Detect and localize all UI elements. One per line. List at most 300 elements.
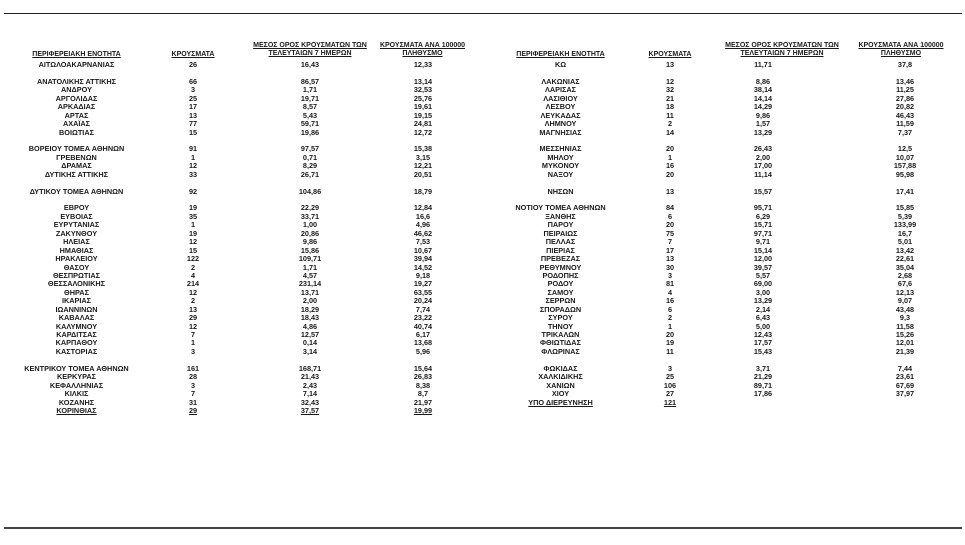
avg-cell: 11,71 (754, 60, 772, 69)
region-cell: ΣΕΡΡΩΝ (545, 296, 576, 306)
header-cases-right: ΚΡΟΥΣΜΑΤΑ (648, 51, 692, 58)
cases-cell: 6 (667, 211, 673, 221)
per100k-cell: 9,18 (415, 270, 431, 280)
avg-cell: 13,29 (753, 127, 773, 137)
region-cell: ΑΝΑΤΟΛΙΚΗΣ ΑΤΤΙΚΗΣ (36, 76, 117, 86)
per100k-cell: 22,61 (895, 254, 915, 264)
region-cell: ΦΘΙΩΤΙΔΑΣ (540, 338, 581, 348)
cases-cell: 31 (188, 397, 198, 407)
per100k-cell: 67,69 (895, 380, 915, 390)
avg-cell: 9,86 (302, 237, 318, 247)
cases-cell: 77 (188, 119, 198, 129)
table-row (0, 61, 480, 69)
per100k-cell: 24,81 (413, 119, 433, 129)
avg-cell: 5,00 (755, 321, 771, 331)
avg-cell: 97,57 (300, 144, 320, 154)
cases-cell: 106 (663, 380, 677, 390)
cases-cell: 19 (188, 228, 198, 238)
header-per100k-right: ΚΡΟΥΣΜΑΤΑ ΑΝΑ 100000 ΠΛΗΘΥΣΜΟ (858, 42, 944, 57)
cases-cell: 35 (188, 211, 198, 221)
bottom-rule (4, 527, 962, 529)
per100k-cell: 12,72 (413, 127, 433, 137)
region-cell: ΜΥΚΟΝΟΥ (541, 161, 580, 171)
region-cell: ΔΥΤΙΚΗΣ ΑΤΤΙΚΗΣ (44, 169, 109, 179)
cases-cell: 33 (188, 169, 198, 179)
cases-cell: 13 (665, 60, 675, 69)
region-cell: ΕΥΡΥΤΑΝΙΑΣ (53, 220, 100, 230)
per100k-cell: 21,97 (413, 397, 433, 407)
cases-cell: 214 (186, 279, 200, 289)
region-cell: ΤΡΙΚΑΛΩΝ (541, 330, 580, 339)
per100k-cell: 10,67 (413, 245, 433, 255)
header-cases-left: ΚΡΟΥΣΜΑΤΑ (171, 51, 215, 58)
per100k-cell: 25,76 (413, 93, 433, 103)
cases-cell: 7 (190, 330, 196, 339)
region-cell: ΘΗΡΑΣ (64, 287, 89, 297)
avg-cell: 26,71 (300, 169, 320, 179)
cases-cell: 20 (665, 144, 675, 154)
avg-cell: 3,14 (302, 346, 318, 356)
right-table (480, 61, 965, 407)
avg-cell: 15,71 (753, 220, 773, 230)
region-cell: ΗΡΑΚΛΕΙΟΥ (55, 254, 98, 264)
region-cell: ΛΑΚΩΝΙΑΣ (541, 76, 580, 86)
per100k-cell: 7,44 (897, 363, 913, 373)
cases-cell: 17 (188, 102, 198, 112)
per100k-cell: 20,82 (895, 102, 915, 112)
region-cell: ΤΗΝΟΥ (547, 321, 574, 331)
region-cell: ΑΙΤΩΛΟΑΚΑΡΝΑΝΙΑΣ (38, 60, 115, 69)
cases-cell: 2 (667, 313, 673, 323)
per100k-cell: 8,7 (417, 389, 429, 399)
per100k-cell: 14,52 (413, 262, 433, 272)
region-cell: ΕΒΡΟΥ (63, 203, 90, 213)
region-cell: ΡΟΔΟΠΗΣ (542, 270, 579, 280)
region-cell: ΜΑΓΝΗΣΙΑΣ (539, 127, 582, 137)
per100k-cell: 11,59 (896, 119, 914, 129)
avg-cell: 3,71 (755, 363, 771, 373)
per100k-cell: 23,22 (413, 313, 433, 323)
per100k-cell: 12,5 (897, 144, 913, 154)
region-cell: ΘΑΣΟΥ (63, 262, 90, 272)
per100k-cell: 12,21 (413, 161, 433, 171)
avg-cell: 14,14 (753, 93, 773, 103)
table-row (0, 348, 480, 356)
avg-cell: 4,86 (302, 321, 318, 331)
per100k-cell: 9,3 (899, 313, 911, 323)
table-row (0, 188, 480, 196)
avg-cell: 95,71 (753, 203, 773, 213)
table-row (0, 171, 480, 179)
avg-cell: 22,29 (300, 203, 320, 213)
region-cell: ΜΗΛΟΥ (547, 152, 574, 162)
region-cell: ΚΑΡΔΙΤΣΑΣ (56, 330, 97, 339)
cases-cell: 12 (188, 321, 198, 331)
avg-cell: 4,57 (302, 270, 318, 280)
cases-cell: 3 (667, 363, 673, 373)
avg-cell: 168,71 (298, 363, 322, 373)
region-cell: ΒΟΡΕΙΟΥ ΤΟΜΕΑ ΑΘΗΝΩΝ (28, 144, 125, 154)
table-row (480, 61, 965, 69)
avg-cell: 86,57 (300, 76, 320, 86)
cases-cell: 3 (667, 270, 673, 280)
per100k-cell: 8,38 (415, 380, 431, 390)
avg-cell: 20,86 (300, 228, 320, 238)
cases-cell: 6 (667, 304, 673, 314)
per100k-cell: 13,46 (895, 76, 915, 86)
cases-cell: 17 (665, 245, 675, 255)
table-row (480, 129, 965, 137)
cases-cell: 2 (667, 119, 673, 129)
table-row (0, 129, 480, 137)
region-cell: ΝΑΞΟΥ (547, 169, 574, 179)
per100k-cell: 32,53 (413, 85, 433, 95)
table-row (480, 188, 965, 196)
avg-cell: 9,86 (755, 110, 771, 120)
per100k-cell: 95,98 (895, 169, 915, 179)
cases-cell: 20 (665, 169, 675, 179)
cases-cell: 66 (188, 76, 198, 86)
per100k-cell: 46,43 (895, 110, 915, 120)
region-cell: ΧΑΛΚΙΔΙΚΗΣ (538, 372, 583, 382)
per100k-cell: 3,15 (415, 152, 431, 162)
region-cell: ΚΑΡΠΑΘΟΥ (55, 338, 98, 348)
region-cell: ΖΑΚΥΝΘΟΥ (55, 228, 98, 238)
per100k-cell: 20,24 (413, 296, 433, 306)
region-cell: ΡΕΘΥΜΝΟΥ (539, 262, 582, 272)
per100k-cell: 6,17 (415, 330, 431, 339)
per100k-cell: 157,88 (893, 161, 917, 171)
header-region-left: ΠΕΡΙΦΕΡΕΙΑΚΗ ΕΝΟΤΗΤΑ (32, 51, 121, 58)
avg-cell: 2,00 (302, 296, 318, 306)
region-cell: ΚΑΒΑΛΑΣ (58, 313, 95, 323)
avg-cell: 5,57 (755, 270, 771, 280)
region-cell: ΓΡΕΒΕΝΩΝ (56, 152, 97, 162)
avg-cell: 12,57 (300, 330, 320, 339)
region-cell: ΙΩΑΝΝΙΝΩΝ (55, 304, 98, 314)
region-cell: ΑΡΓΟΛΙΔΑΣ (55, 93, 98, 103)
cases-cell: 18 (665, 102, 675, 112)
region-cell: ΔΥΤΙΚΟΥ ΤΟΜΕΑ ΑΘΗΝΩΝ (29, 186, 124, 196)
region-cell: ΙΚΑΡΙΑΣ (61, 296, 92, 306)
cases-cell: 29 (188, 313, 198, 323)
per100k-cell: 35,04 (895, 262, 915, 272)
region-cell: ΚΕΦΑΛΛΗΝΙΑΣ (49, 380, 104, 390)
per100k-cell: 5,01 (897, 237, 913, 247)
region-cell: ΚΟΖΑΝΗΣ (58, 397, 95, 407)
cases-cell: 84 (665, 203, 675, 213)
cases-cell: 4 (190, 270, 196, 280)
cases-cell: 19 (665, 338, 675, 348)
avg-cell: 14,29 (753, 102, 773, 112)
cases-cell: 12 (665, 76, 675, 86)
avg-cell: 1,71 (302, 262, 318, 272)
per100k-cell: 19,61 (413, 102, 433, 112)
avg-cell: 8,29 (302, 161, 318, 171)
cases-cell: 75 (665, 228, 675, 238)
avg-cell: 15,86 (300, 245, 320, 255)
avg-cell: 1,57 (755, 119, 771, 129)
avg-cell: 21,29 (753, 372, 773, 382)
cases-cell: 12 (188, 237, 198, 247)
avg-cell: 59,71 (300, 119, 320, 129)
region-cell: ΧΙΟΥ (551, 389, 570, 399)
avg-cell: 104,86 (298, 186, 322, 196)
cases-cell: 121 (663, 397, 677, 407)
cases-cell: 91 (188, 144, 198, 154)
per100k-cell: 26,83 (413, 372, 433, 382)
cases-cell: 1 (190, 152, 196, 162)
region-cell: ΗΛΕΙΑΣ (63, 237, 90, 247)
cases-cell: 7 (667, 237, 673, 247)
avg-cell: 19,86 (300, 127, 320, 137)
avg-cell: 16,43 (300, 60, 320, 69)
cases-cell: 21 (665, 93, 675, 103)
per100k-cell: 37,8 (897, 60, 913, 69)
cases-cell: 28 (188, 372, 198, 382)
avg-cell: 13,29 (753, 296, 773, 306)
region-cell: ΚΙΛΚΙΣ (64, 389, 89, 399)
cases-cell: 20 (665, 220, 675, 230)
region-cell: ΑΝΔΡΟΥ (61, 85, 92, 95)
per100k-cell: 43,48 (895, 304, 915, 314)
per100k-cell: 19,99 (413, 405, 433, 415)
cases-cell: 16 (665, 161, 675, 171)
avg-cell: 15,43 (753, 346, 773, 356)
cases-cell: 32 (665, 85, 675, 95)
per100k-cell: 11,25 (896, 85, 914, 95)
avg-cell: 97,71 (753, 228, 773, 238)
region-cell: ΚΕΝΤΡΙΚΟΥ ΤΟΜΕΑ ΑΘΗΝΩΝ (24, 363, 129, 373)
region-cell: ΔΡΑΜΑΣ (61, 161, 92, 171)
region-cell: ΑΡΤΑΣ (64, 110, 89, 120)
region-cell: ΞΑΝΘΗΣ (545, 211, 576, 221)
cases-cell: 12 (188, 161, 198, 171)
cases-cell: 13 (188, 110, 198, 120)
cases-cell: 13 (188, 304, 198, 314)
header-avg-right: ΜΕΣΟΣ ΟΡΟΣ ΚΡΟΥΣΜΑΤΩΝ ΤΩΝ ΤΕΛΕΥΤΑΙΩΝ 7 ΗΜΕΡΩΝ (725, 42, 839, 57)
per100k-cell: 9,07 (897, 296, 913, 306)
table-row (0, 407, 480, 415)
avg-cell: 6,43 (755, 313, 771, 323)
per100k-cell: 21,39 (895, 346, 915, 356)
avg-cell: 18,29 (300, 304, 320, 314)
region-cell: ΒΟΙΩΤΙΑΣ (59, 127, 94, 137)
cases-cell: 15 (188, 127, 198, 137)
region-cell: ΡΟΔΟΥ (547, 279, 574, 289)
per100k-cell: 12,33 (413, 60, 433, 69)
region-cell: ΚΑΣΤΟΡΙΑΣ (55, 346, 98, 356)
avg-cell: 2,14 (755, 304, 771, 314)
region-cell: ΜΕΣΣΗΝΙΑΣ (539, 144, 582, 154)
header-per100k-left: ΚΡΟΥΣΜΑΤΑ ΑΝΑ 100000 ΠΛΗΘΥΣΜΟ (379, 42, 466, 57)
avg-cell: 9,71 (755, 237, 771, 247)
region-cell: ΦΩΚΙΔΑΣ (543, 363, 578, 373)
cases-cell: 29 (188, 405, 198, 415)
region-cell: ΝΟΤΙΟΥ ΤΟΜΕΑ ΑΘΗΝΩΝ (515, 203, 606, 213)
avg-cell: 1,00 (302, 220, 318, 230)
region-cell: ΝΗΣΩΝ (547, 186, 574, 196)
region-cell: ΘΕΣΣΑΛΟΝΙΚΗΣ (47, 279, 106, 289)
cases-cell: 26 (188, 60, 198, 69)
cases-cell: 11 (666, 110, 674, 120)
per100k-cell: 15,64 (413, 363, 433, 373)
cases-cell: 122 (186, 254, 200, 264)
region-cell: ΛΕΣΒΟΥ (545, 102, 576, 112)
cases-cell: 92 (188, 186, 198, 196)
region-cell: ΠΕΛΛΑΣ (545, 237, 576, 247)
avg-cell: 89,71 (753, 380, 773, 390)
cases-cell: 1 (190, 220, 196, 230)
per100k-cell: 7,74 (415, 304, 431, 314)
cases-cell: 1 (667, 321, 673, 331)
per100k-cell: 13,68 (413, 338, 433, 348)
cases-cell: 20 (665, 330, 675, 339)
region-cell: ΥΠΟ ΔΙΕΡΕΥΝΗΣΗ (528, 397, 593, 407)
avg-cell: 5,43 (302, 110, 318, 120)
per100k-cell: 2,68 (897, 270, 913, 280)
cases-cell: 12 (188, 287, 198, 297)
per100k-cell: 15,85 (895, 203, 915, 213)
cases-cell: 3 (190, 346, 196, 356)
avg-cell: 11,14 (754, 169, 772, 179)
per100k-cell: 16,7 (897, 228, 913, 238)
region-cell: ΑΧΑΪΑΣ (62, 119, 91, 129)
header-avg-left: ΜΕΣΟΣ ΟΡΟΣ ΚΡΟΥΣΜΑΤΩΝ ΤΩΝ ΤΕΛΕΥΤΑΙΩΝ 7 ΗΜΕΡΩΝ (253, 42, 367, 57)
avg-cell: 26,43 (753, 144, 773, 154)
avg-cell: 15,57 (753, 186, 773, 196)
region-cell: ΠΑΡΟΥ (547, 220, 574, 230)
cases-cell: 1 (667, 152, 673, 162)
per100k-cell: 19,27 (413, 279, 433, 289)
cases-cell: 81 (665, 279, 675, 289)
avg-cell: 69,00 (753, 279, 773, 289)
cases-cell: 4 (667, 287, 673, 297)
avg-cell: 32,43 (300, 397, 320, 407)
avg-cell: 2,00 (755, 152, 771, 162)
header-region-right: ΠΕΡΙΦΕΡΕΙΑΚΗ ΕΝΟΤΗΤΑ (516, 51, 605, 58)
region-cell: ΚΕΡΚΥΡΑΣ (56, 372, 97, 382)
avg-cell: 18,43 (300, 313, 320, 323)
per100k-cell: 133,99 (893, 220, 917, 230)
per100k-cell: 11,58 (896, 321, 914, 331)
cases-cell: 13 (665, 254, 675, 264)
cases-cell: 1 (190, 338, 196, 348)
region-cell: ΚΑΛΥΜΝΟΥ (55, 321, 98, 331)
cases-cell: 30 (665, 262, 675, 272)
per100k-cell: 12,84 (413, 203, 433, 213)
avg-cell: 17,86 (753, 389, 773, 399)
per100k-cell: 46,62 (413, 228, 433, 238)
region-cell: ΣΠΟΡΑΔΩΝ (539, 304, 582, 314)
cases-cell: 13 (665, 186, 675, 196)
per100k-cell: 17,41 (895, 186, 915, 196)
avg-cell: 231,14 (298, 279, 322, 289)
region-cell: ΛΗΜΝΟΥ (544, 119, 577, 129)
per100k-cell: 12,13 (895, 287, 915, 297)
cases-cell: 2 (190, 262, 196, 272)
region-cell: ΛΑΣΙΘΙΟΥ (543, 93, 578, 103)
per100k-cell: 15,38 (413, 144, 433, 154)
region-cell: ΦΛΩΡΙΝΑΣ (541, 346, 580, 356)
avg-cell: 17,57 (753, 338, 773, 348)
avg-cell: 2,43 (302, 380, 318, 390)
cases-cell: 161 (186, 363, 200, 373)
per100k-cell: 5,39 (897, 211, 913, 221)
per100k-cell: 63,55 (413, 287, 433, 297)
region-cell: ΕΥΒΟΙΑΣ (60, 211, 93, 221)
avg-cell: 12,00 (753, 254, 773, 264)
region-cell: ΚΩ (554, 60, 567, 69)
cases-cell: 7 (190, 389, 196, 399)
per100k-cell: 16,6 (415, 211, 431, 221)
cases-cell: 2 (190, 296, 196, 306)
cases-cell: 3 (190, 85, 196, 95)
avg-cell: 6,29 (755, 211, 771, 221)
region-cell: ΛΕΥΚΑΔΑΣ (540, 110, 581, 120)
avg-cell: 0,71 (302, 152, 318, 162)
per100k-cell: 37,97 (895, 389, 915, 399)
avg-cell: 1,71 (302, 85, 318, 95)
cases-cell: 27 (665, 389, 675, 399)
per100k-cell: 15,26 (895, 330, 915, 339)
cases-cell: 25 (665, 372, 675, 382)
region-cell: ΧΑΝΙΩΝ (546, 380, 575, 390)
table-row (480, 348, 965, 356)
avg-cell: 19,71 (300, 93, 320, 103)
per100k-cell: 40,74 (413, 321, 433, 331)
avg-cell: 109,71 (298, 254, 322, 264)
cases-cell: 25 (188, 93, 198, 103)
left-table (0, 61, 480, 415)
per100k-cell: 10,07 (895, 152, 915, 162)
per100k-cell: 20,51 (413, 169, 433, 179)
region-cell: ΠΕΙΡΑΙΩΣ (543, 228, 578, 238)
avg-cell: 37,57 (300, 405, 320, 415)
region-cell: ΣΑΜΟΥ (547, 287, 574, 297)
avg-cell: 15,14 (753, 245, 773, 255)
per100k-cell: 7,37 (897, 127, 913, 137)
region-cell: ΛΑΡΙΣΑΣ (544, 85, 577, 95)
per100k-cell: 19,15 (413, 110, 433, 120)
cases-cell: 3 (190, 380, 196, 390)
per100k-cell: 23,61 (895, 372, 915, 382)
cases-cell: 11 (666, 346, 674, 356)
table-row (480, 399, 965, 407)
per100k-cell: 12,01 (895, 338, 915, 348)
cases-cell: 14 (665, 127, 675, 137)
region-cell: ΗΜΑΘΙΑΣ (59, 245, 94, 255)
avg-cell: 13,71 (300, 287, 320, 297)
table-row (480, 171, 965, 179)
region-cell: ΠΙΕΡΙΑΣ (546, 245, 575, 255)
avg-cell: 8,57 (302, 102, 318, 112)
avg-cell: 12,43 (753, 330, 773, 339)
cases-cell: 19 (188, 203, 198, 213)
avg-cell: 0,14 (302, 338, 318, 348)
per100k-cell: 18,79 (413, 186, 433, 196)
per100k-cell: 5,96 (415, 346, 431, 356)
per100k-cell: 13,14 (413, 76, 433, 86)
per100k-cell: 13,42 (895, 245, 915, 255)
cases-cell: 15 (188, 245, 198, 255)
region-cell: ΠΡΕΒΕΖΑΣ (540, 254, 581, 264)
cases-cell: 16 (665, 296, 675, 306)
avg-cell: 3,00 (755, 287, 771, 297)
avg-cell: 7,14 (302, 389, 318, 399)
avg-cell: 8,86 (755, 76, 771, 86)
avg-cell: 38,14 (753, 85, 773, 95)
